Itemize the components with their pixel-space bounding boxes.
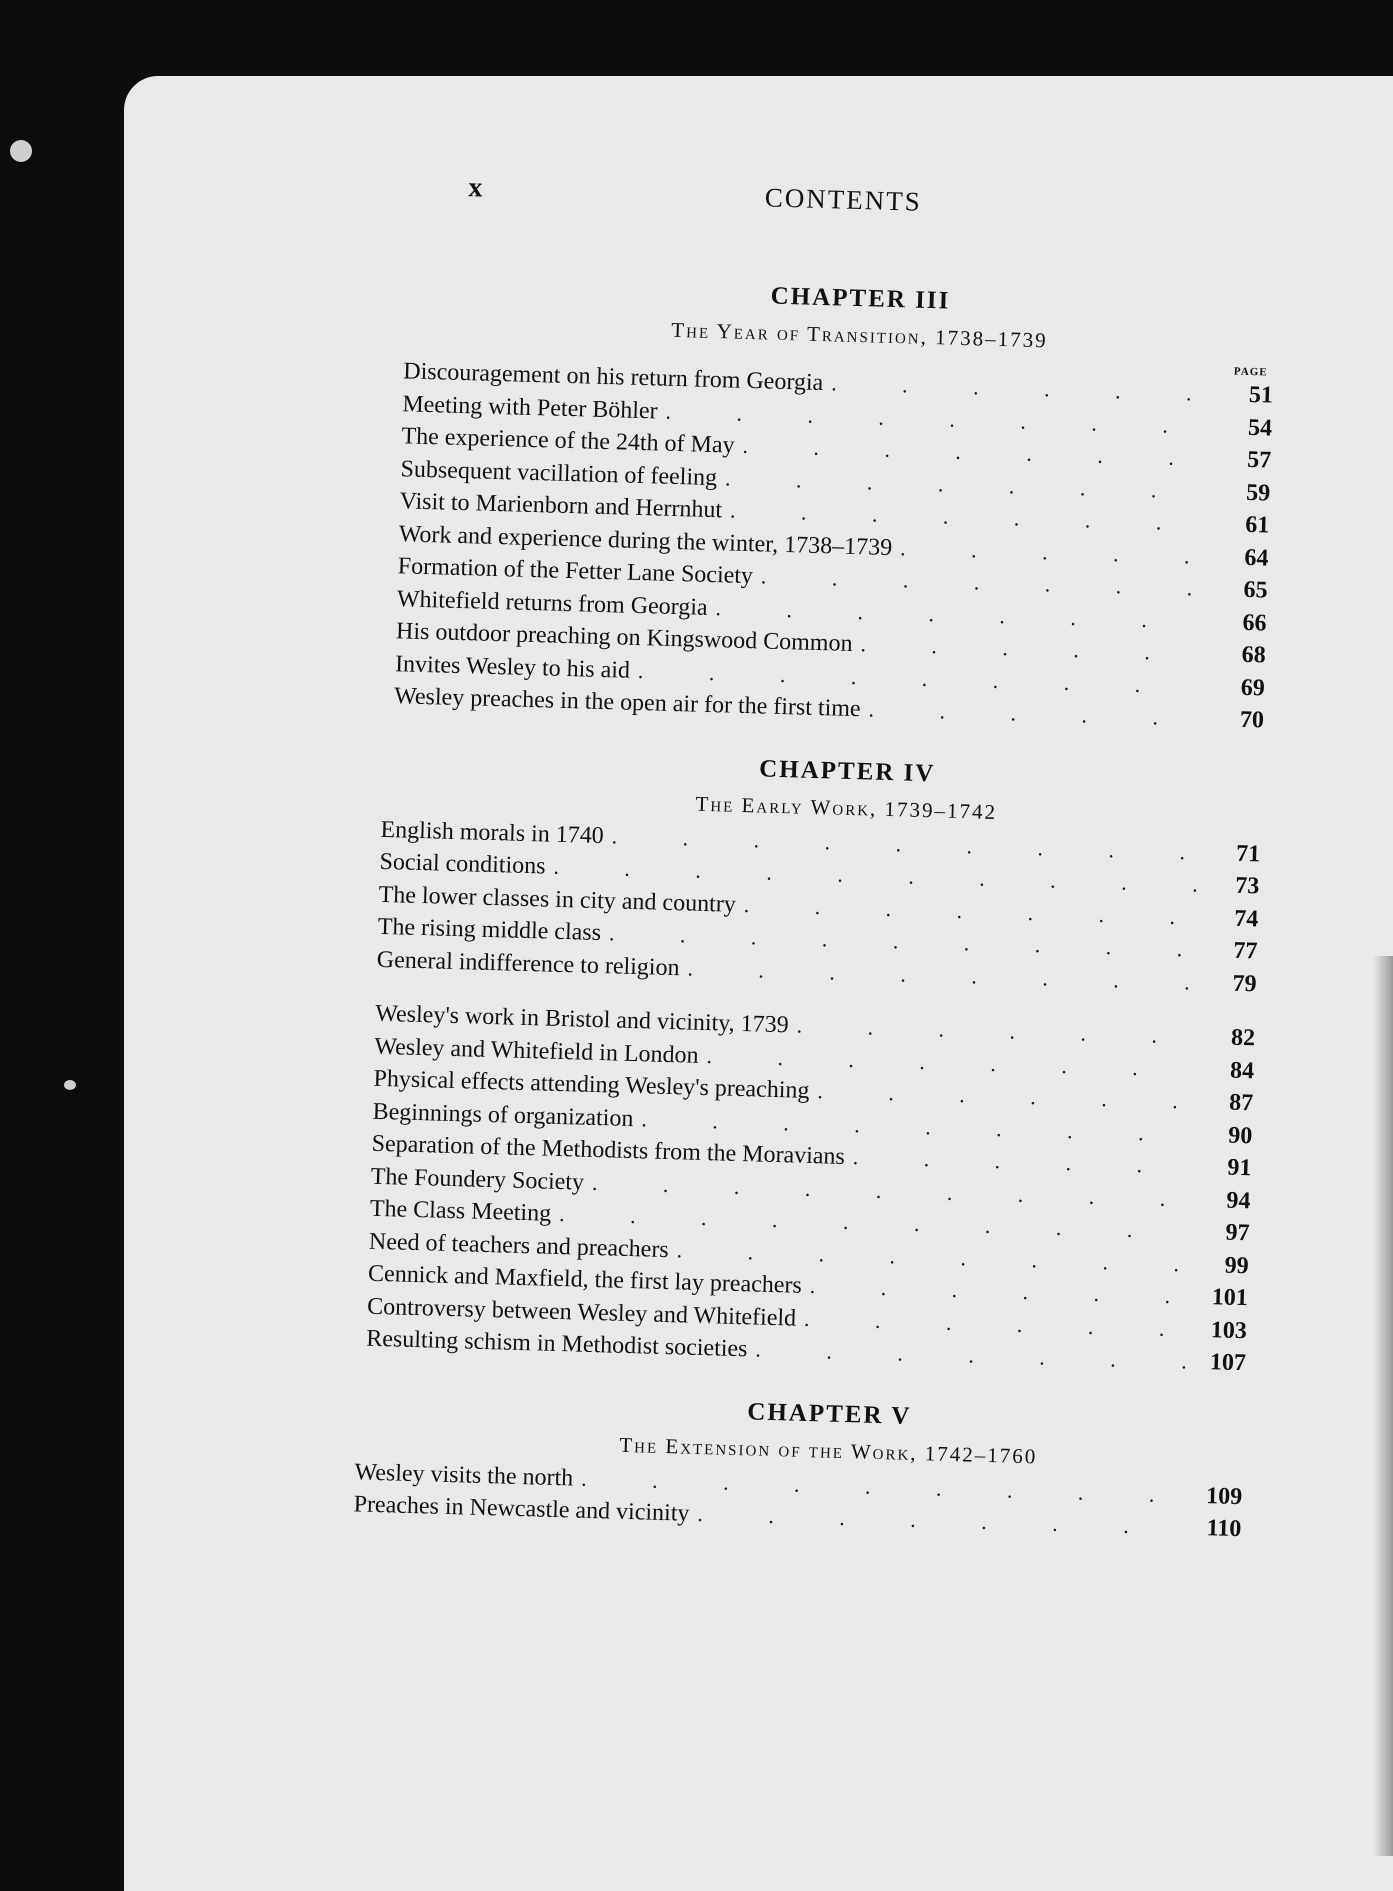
toc-entry-page: 84 <box>1229 1057 1255 1084</box>
toc-entry-page: 51 <box>1248 381 1274 409</box>
toc-entry-title: Need of teachers and preachers <box>368 1228 670 1263</box>
chapter-subtitle: The Extension of the Work, 1742–1760 <box>619 1432 1038 1468</box>
toc-entry-page: 57 <box>1246 446 1272 474</box>
toc-entry-page: 54 <box>1247 414 1273 442</box>
toc-entry-page: 73 <box>1234 872 1260 900</box>
scan-speck <box>10 140 32 162</box>
toc-entry-page: 110 <box>1206 1515 1242 1543</box>
toc-entry-title: The rising middle class <box>377 913 602 947</box>
toc-entry-title: Whitefield returns from Georgia <box>396 585 708 621</box>
toc-entry-title: The lower classes in city and country <box>378 881 737 918</box>
toc-entry-title: The Class Meeting <box>369 1195 552 1227</box>
chapter-subtitle: The Early Work, 1739–1742 <box>695 791 998 824</box>
toc-entry-page: 66 <box>1242 609 1267 637</box>
toc-entry-page: 65 <box>1243 576 1268 604</box>
chapter-heading: CHAPTER IV <box>758 754 936 787</box>
scan-speck <box>64 1080 76 1090</box>
toc-entry-page: 77 <box>1233 937 1258 965</box>
chapter-3 <box>394 272 1276 737</box>
toc-entry-page: 71 <box>1235 840 1261 867</box>
toc-entry-page: 107 <box>1209 1349 1247 1377</box>
toc-entry-title: Wesley and Whitefield in London <box>374 1033 699 1069</box>
toc-entry-page: 97 <box>1225 1219 1250 1247</box>
toc-entry-page: 69 <box>1240 674 1266 701</box>
toc-entry-title: Visit to Marienborn and Herrnhut <box>399 488 723 524</box>
toc-entry-title: The Foundery Society <box>370 1163 585 1196</box>
chapter-4 <box>365 745 1263 1380</box>
toc-entry-title: General indifference to religion <box>376 946 680 981</box>
page-number: x <box>468 172 483 204</box>
toc-entry-title: Wesley's work in Bristol and vicinity, 1739 <box>375 1000 790 1039</box>
chapter-5 <box>353 1387 1244 1545</box>
toc-entry-page: 87 <box>1228 1089 1254 1117</box>
toc-entry-title: Cennick and Maxfield, the first lay preachers <box>367 1260 803 1299</box>
toc-entry-page: 79 <box>1232 970 1257 997</box>
toc-entry-title: Resulting schism in Methodist societies <box>365 1325 748 1363</box>
toc-entry-page: 103 <box>1210 1316 1248 1344</box>
toc-entry-title: Wesley visits the north <box>354 1458 574 1491</box>
toc-entry-page: 94 <box>1226 1187 1251 1214</box>
toc-entry-page: 74 <box>1234 905 1259 932</box>
page-column-label: PAGE <box>1233 365 1268 379</box>
toc-entry-page: 90 <box>1227 1122 1253 1149</box>
toc-entry-page: 82 <box>1230 1024 1256 1052</box>
toc-entry-title: Beginnings of organization <box>372 1098 634 1132</box>
toc-entry-title: Preaches in Newcastle and vicinity <box>353 1491 690 1527</box>
toc-entry-title: His outdoor preaching on Kingswood Common <box>395 618 853 657</box>
toc-entry-page: 101 <box>1211 1284 1249 1312</box>
toc-entry-page: 68 <box>1241 641 1267 669</box>
toc-entry-title: Subsequent vacillation of feeling <box>400 455 718 491</box>
toc-entry-title: Controversy between Wesley and Whitefield <box>366 1293 797 1332</box>
toc-entry-title: Social conditions <box>379 848 546 880</box>
toc-entry-page: 109 <box>1205 1482 1243 1510</box>
toc-entry-page: 61 <box>1245 511 1270 539</box>
contents-text-block <box>353 170 1278 1545</box>
toc-entry-title: Meeting with Peter Böhler <box>402 390 658 424</box>
running-title: CONTENTS <box>764 182 923 217</box>
page-edge <box>1373 956 1393 1856</box>
toc-entry-title: Wesley preaches in the open air for the first time <box>393 683 861 723</box>
chapter-subtitle: The Year of Transition, 1738–1739 <box>671 317 1048 353</box>
toc-entry-title: Work and experience during the winter, 1738–1739 <box>398 520 893 561</box>
chapter-heading: CHAPTER III <box>770 282 951 315</box>
toc-entry-title: Discouragement on his return from Georgia <box>402 358 824 397</box>
chapter-heading: CHAPTER V <box>746 1397 912 1430</box>
toc-entry-title: Separation of the Methodists from the Moravians <box>371 1130 846 1170</box>
toc-entry-title: English morals in 1740 <box>380 816 605 849</box>
toc-entry-page: 91 <box>1227 1154 1252 1182</box>
toc-entry-title: Physical effects attending Wesley's preaching <box>373 1065 810 1104</box>
toc-entry-page: 99 <box>1224 1252 1250 1279</box>
toc-entry-title: Formation of the Fetter Lane Society <box>397 553 754 590</box>
toc-entry-title: The experience of the 24th of May <box>401 423 735 459</box>
toc-entry-page: 64 <box>1244 544 1269 572</box>
toc-entry-title: Invites Wesley to his aid <box>394 650 631 684</box>
toc-entry-page: 70 <box>1239 706 1265 734</box>
toc-entry-page: 59 <box>1245 479 1271 507</box>
